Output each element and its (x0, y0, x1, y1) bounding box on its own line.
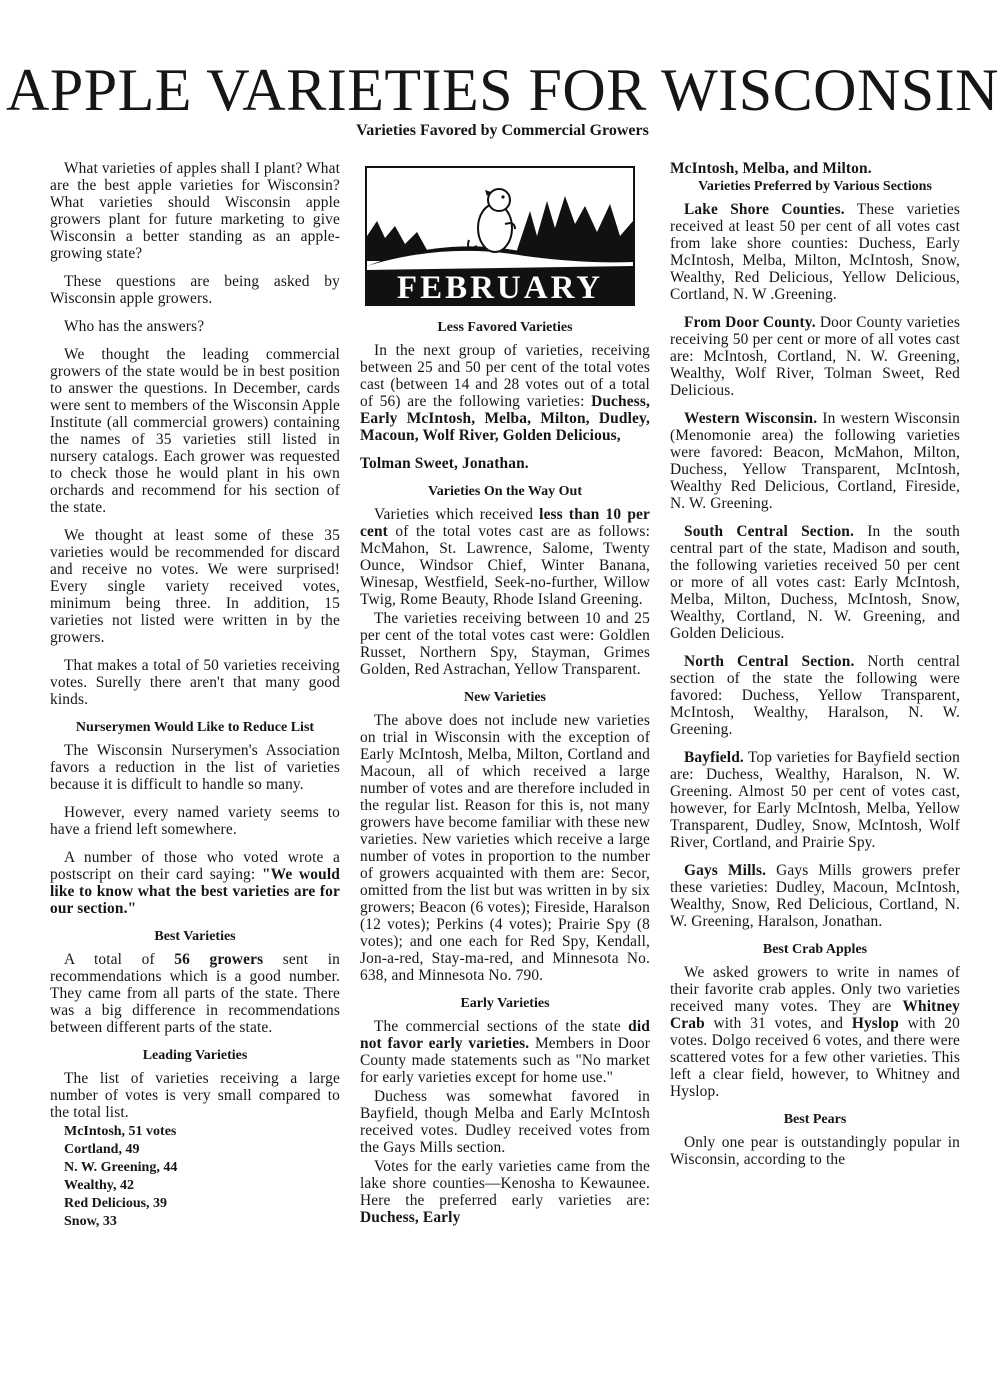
text-run: sent in recommendations which is a good number. They came from all parts of the state. There was a big difference in recommendations between different parts of the state. (50, 951, 340, 1036)
text-run: with 31 votes, and (704, 1015, 852, 1032)
text-run: with 20 votes. Dolgo received 6 votes, and there were scattered votes for a few other varieties. This left a clear field, however, to Whitney and Hyslop. (670, 1015, 960, 1100)
bold-text: Bayfield. (684, 749, 744, 766)
section-heading: Best Pears (783, 1112, 847, 1127)
paragraph: The list of varieties receiving a large number of votes is very small compared to the total list. (50, 1070, 340, 1121)
text-run: These varieties received at least 50 per cent of all votes cast from lake shore counties: Duchess, Early McIntosh, Melba, Milton, McIntosh, Snow, Wealthy, Red Delicious, Yellow Delicious, Cortland, N. W .Greening. (670, 201, 961, 303)
text-run: In western Wisconsin (Menomonie area) the following varieties were favored: Beacon, McMahon, Milton, Duchess, Yellow Transparent, McIntosh, Wealthy Red Delicious, Cortland, Fireside, N. W. Greening. (670, 410, 960, 512)
column-1 (50, 160, 340, 1231)
paragraph (670, 523, 960, 642)
february-banner-illustration (365, 166, 635, 306)
paragraph (670, 160, 960, 177)
paragraph (360, 506, 650, 608)
section-heading: Best Varieties (154, 929, 236, 944)
bold-text: McIntosh, Melba, and Milton. (670, 160, 872, 177)
bold-text: Lake Shore Counties. (684, 201, 845, 218)
paragraph (670, 749, 960, 851)
leading-varieties-list (50, 1123, 340, 1231)
paragraph (670, 653, 960, 738)
bold-text: Tolman Sweet, Jonathan. (360, 455, 529, 472)
bold-text: Duchess, Early (360, 1209, 461, 1226)
paragraph: We thought the leading commercial growers of the state would be in best position to answer the questions. In December, cards were sent to members of the Wisconsin Apple Institute (all commercial growers) containing the names of 35 varieties still listed in nursery catalogs. Each grower was requested to check those he would plant in his own orchards and recommend for his section of the state. (50, 346, 340, 516)
bold-text: did not favor early varieties. (360, 1018, 650, 1052)
bold-text: South Central Section. (684, 523, 855, 540)
list-item: Red Delicious, 39 (64, 1196, 168, 1211)
list-item: McIntosh, 51 votes (64, 1124, 177, 1139)
paragraph: That makes a total of 50 varieties receiving votes. Surelly there aren't that many good kinds. (50, 657, 340, 708)
bold-text: Gays Mills. (684, 862, 767, 879)
section-heading: Leading Varieties (142, 1048, 248, 1063)
paragraph: We thought at least some of these 35 varieties would be recommended for discard and receive no votes. We were surprised! Every single variety received votes, minimum being three. In addition, 15 varieties not listed were written in by the growers. (50, 527, 340, 646)
text-run: In the south central part of the state, Madison and south, the following varieties received 50 per cent or more of all votes cast: Early McIntosh, Melba, Milton, Duchess, McIntosh, Snow, Wealthy, Cortland, N. W. Greening, and Golden Delicious. (670, 523, 961, 642)
text-run: We asked growers to write in names of their favorite crab apples. Only two varieties received many votes. They are (670, 964, 960, 1015)
page-subtitle: Varieties Favored by Commercial Growers (356, 122, 649, 139)
bold-text: North Central Section. (684, 653, 855, 670)
text-run: Gays Mills growers prefer these varieties: Dudley, Macoun, McIntosh, Wealthy, Snow, Red Delicious, Cortland, N. W. Greening, Haralson, Jonathan. (670, 862, 961, 930)
paragraph: However, every named variety seems to have a friend left somewhere. (50, 804, 340, 838)
paragraph (360, 455, 650, 472)
bold-text: "We would like to know what the best varieties are for our section." (50, 866, 340, 917)
paragraph (670, 862, 960, 930)
text-run: Door County varieties receiving 50 per cent or more of all votes cast are: McIntosh, Cortland, N. W. Greening, Wealthy, Wolf River, Tolman Sweet, Red Delicious. (670, 314, 960, 399)
paragraph (360, 1018, 650, 1086)
list-item: N. W. Greening, 44 (64, 1160, 178, 1175)
column-2 (360, 160, 650, 1237)
bold-text: Whitney Crab (670, 998, 960, 1032)
bold-text: Western Wisconsin. (684, 410, 818, 427)
section-heading: New Varieties (463, 690, 547, 705)
page-title: APPLE VARIETIES FOR WISCONSIN (6, 57, 999, 123)
list-item: Wealthy, 42 (64, 1178, 135, 1193)
paragraph (670, 410, 960, 512)
list-item: Cortland, 49 (64, 1142, 140, 1157)
text-run: A total of (64, 951, 175, 968)
paragraph (670, 964, 960, 1100)
text-run: of the total votes cast are as follows: McMahon, St. Lawrence, Salome, Twenty Ounce, Windsor Chief, Winter Banana, Winesap, Westfield, Seek-no-further, Willow Twig, Rome Beauty, Rhode Island Greening. (360, 523, 650, 608)
text-run: A number of those who voted wrote a postscript on their card saying: (50, 849, 340, 883)
paragraph (50, 849, 340, 917)
paragraph: Duchess was somewhat favored in Bayfield, though Melba and Early McIntosh received votes. Dudley received votes from the Gays Mills section. (360, 1088, 650, 1156)
banner-month-text: FEBRUARY (396, 270, 604, 306)
paragraph: The above does not include new varieties on trial in Wisconsin with the exception of Early McIntosh, Melba, Milton, Cortland and Macoun, all of which received a large number of votes and are therefore included in the regular list. Reason for this is, not many growers have become familiar with these new varieties. New varieties which receive a large number of votes in proportion to the number of growers acquainted with them are: Secor, omitted from the list but was written in by six growers; Beacon (6 votes); Fireside, Haralson (12 votes); Perkins (4 votes); Prairie Spy (8 votes); and one each for Red Spy, Kendall, Jon-a-red, Stay-ma-red, and Minnesota No. 638, and Minnesota No. 790. (360, 712, 650, 984)
paragraph: The Wisconsin Nurserymen's Association favors a reduction in the list of varieties because it is difficult to handle so many. (50, 742, 340, 793)
text-run: Members in Door County made statements such as "No market for early varieties except for home use." (360, 1035, 650, 1086)
text-run: North central section of the state the following were favored: Duchess, Yellow Transparent, McIntosh, Wealthy, Haralson, N. W. Greening. (670, 653, 960, 738)
bold-text: From Door County. (684, 314, 816, 331)
list-item: Snow, 33 (64, 1214, 117, 1229)
text-run: Top varieties for Bayfield section are: Duchess, Wealthy, Haralson, N. W. Greening. Almost 50 per cent of votes cast, however, for Early McIntosh, Melba, Yellow Transparent, Dudley, Snow, McIntosh, Wolf River, Cortland, and Prairie Spy. (670, 749, 960, 851)
paragraph (670, 201, 960, 303)
paragraph (50, 951, 340, 1036)
section-heading: Varieties Preferred by Various Sections (698, 179, 932, 194)
text-run: Votes for the early varieties came from the lake shore counties—Kenosha to Kewaunee. Here the preferred early varieties are: (360, 1158, 650, 1209)
paragraph (360, 342, 650, 444)
bold-text: Hyslop (851, 1015, 899, 1032)
text-run: The commercial sections of the state (374, 1018, 629, 1035)
text-run: Varieties which received (374, 506, 540, 523)
paragraph (670, 314, 960, 399)
section-heading: Less Favored Varieties (437, 320, 573, 335)
bold-text: less than 10 per cent (360, 506, 650, 540)
paragraph: Only one pear is outstandingly popular in Wisconsin, according to the (670, 1134, 960, 1168)
section-heading: Best Crab Apples (762, 942, 868, 957)
bold-text: Duchess, Early McIntosh, Melba, Milton, Dudley, Macoun, Wolf River, Golden Delicious, (360, 393, 650, 444)
section-heading: Nurserymen Would Like to Reduce List (75, 720, 315, 735)
text-run: In the next group of varieties, receiving between 25 and 50 per cent of the total votes cast (between 14 and 28 votes out of a total of 56) are the following varieties: (360, 342, 650, 410)
section-heading: Early Varieties (460, 996, 550, 1011)
paragraph: Who has the answers? (64, 318, 205, 335)
column-3 (670, 160, 960, 1179)
paragraph: These questions are being asked by Wisconsin apple growers. (50, 273, 340, 307)
bold-text: 56 growers (174, 951, 264, 968)
section-heading: Varieties On the Way Out (427, 484, 582, 499)
paragraph: The varieties receiving between 10 and 25 per cent of the total votes cast were: Goldlen Russet, Northern Spy, Stayman, Grimes Golden, Red Astrachan, Yellow Transparent. (360, 610, 650, 678)
paragraph: What varieties of apples shall I plant? What are the best apple varieties for Wisconsin? What varieties should Wisconsin apple growers plant for future marketing to give Wisconsin a better standing as an apple-growing state? (50, 160, 340, 262)
paragraph (360, 1158, 650, 1226)
